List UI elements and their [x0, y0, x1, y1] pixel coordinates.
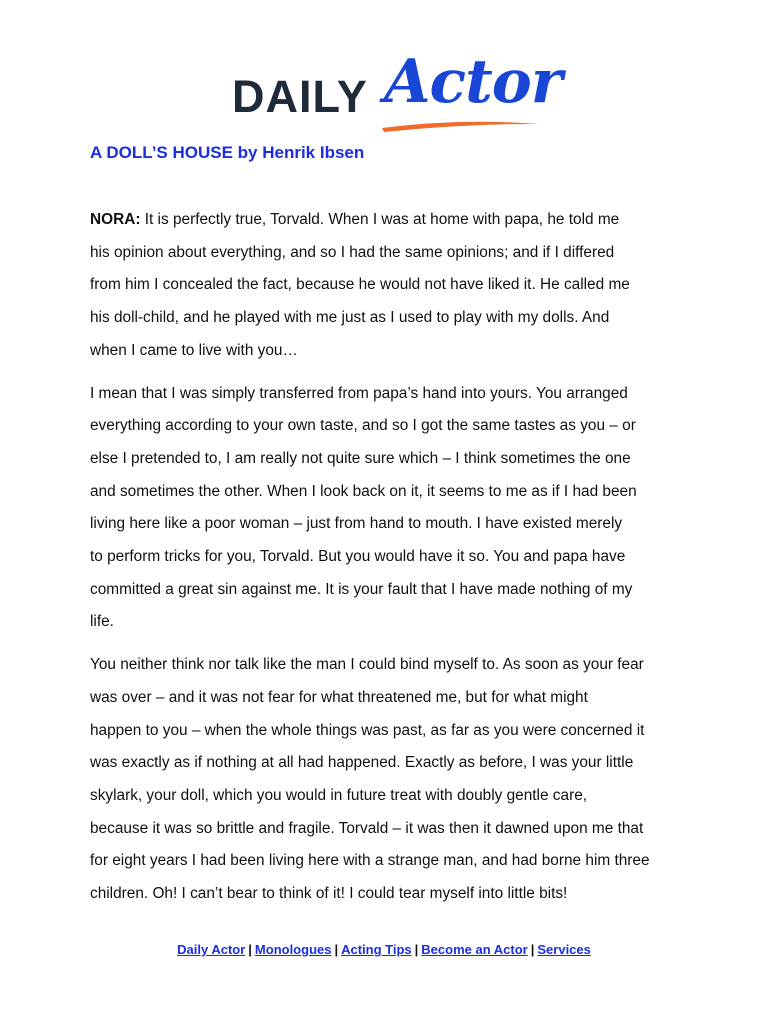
text-line: happen to you – when the whole things was past, as far as you were concerned it — [90, 721, 645, 739]
text-line: else I pretended to, I am really not quite sure which – I think sometimes the one — [90, 449, 631, 467]
text-line: when I came to live with you… — [90, 341, 298, 359]
footer-link-services[interactable]: Services — [537, 942, 591, 957]
logo-text-actor: Actor — [384, 47, 562, 117]
text-line: because it was so brittle and fragile. Torvald – it was then it dawned upon me that — [90, 819, 644, 837]
daily-actor-logo — [232, 47, 562, 138]
text-line: I mean that I was simply transferred from papa’s hand into yours. You arranged — [90, 384, 628, 402]
footer-link-become-an-actor[interactable]: Become an Actor — [421, 942, 528, 957]
text-line: committed a great sin against me. It is your fault that I have made nothing of my — [90, 580, 633, 598]
text-line: You neither think nor talk like the man I could bind myself to. As soon as your fear — [90, 656, 644, 674]
text-line: and sometimes the other. When I look back on it, it seems to me as if I had been — [90, 482, 637, 500]
footer-link-daily-actor[interactable]: Daily Actor — [177, 942, 246, 957]
text-line: to perform tricks for you, Torvald. But you would have it so. You and papa have — [90, 548, 626, 566]
footer-link-monologues[interactable]: Monologues — [254, 942, 332, 957]
footer-link-acting-tips[interactable]: Acting Tips — [341, 942, 412, 957]
text-line: his opinion about everything, and so I had the same opinions; and if I differed — [90, 243, 615, 261]
text-line: It is perfectly true, Torvald. When I was at home with papa, he told me — [140, 211, 620, 228]
footer-separator: | — [414, 942, 419, 957]
footer-separator: | — [334, 942, 339, 957]
logo-text-daily: DAILY — [232, 71, 368, 122]
text-line: was exactly as if nothing at all had happened. Exactly as before, I was your little — [90, 754, 634, 772]
paragraph — [90, 649, 690, 911]
page-title: A DOLL’S HOUSE by Henrik Ibsen — [90, 143, 365, 162]
text-line: skylark, your doll, which you would in future treat with doubly gentle care, — [90, 786, 588, 804]
text-line: his doll-child, and he played with me just as I used to play with my dolls. And — [90, 309, 610, 327]
speaker-name: NORA: — [90, 211, 141, 228]
logo-swoosh-icon — [380, 116, 540, 134]
text-line: was over – and it was not fear for what threatened me, but for what might — [90, 688, 588, 706]
text-line: for eight years I had been living here with a strange man, and had borne him three — [90, 852, 650, 870]
text-line: from him I concealed the fact, because he would not have liked it. He called me — [90, 276, 630, 294]
text-line: children. Oh! I can’t bear to think of it! I could tear myself into little bits! — [90, 885, 568, 903]
paragraph — [90, 204, 690, 368]
text-line: everything according to your own taste, and so I got the same tastes as you – or — [90, 417, 636, 435]
paragraph — [90, 378, 690, 640]
text-line: life. — [90, 613, 114, 631]
footer-separator: | — [248, 942, 252, 957]
footer-separator: | — [530, 942, 535, 957]
monologue-text — [90, 204, 690, 921]
footer-links — [0, 942, 768, 957]
text-line: living here like a poor woman – just from hand to mouth. I have existed merely — [90, 515, 623, 533]
